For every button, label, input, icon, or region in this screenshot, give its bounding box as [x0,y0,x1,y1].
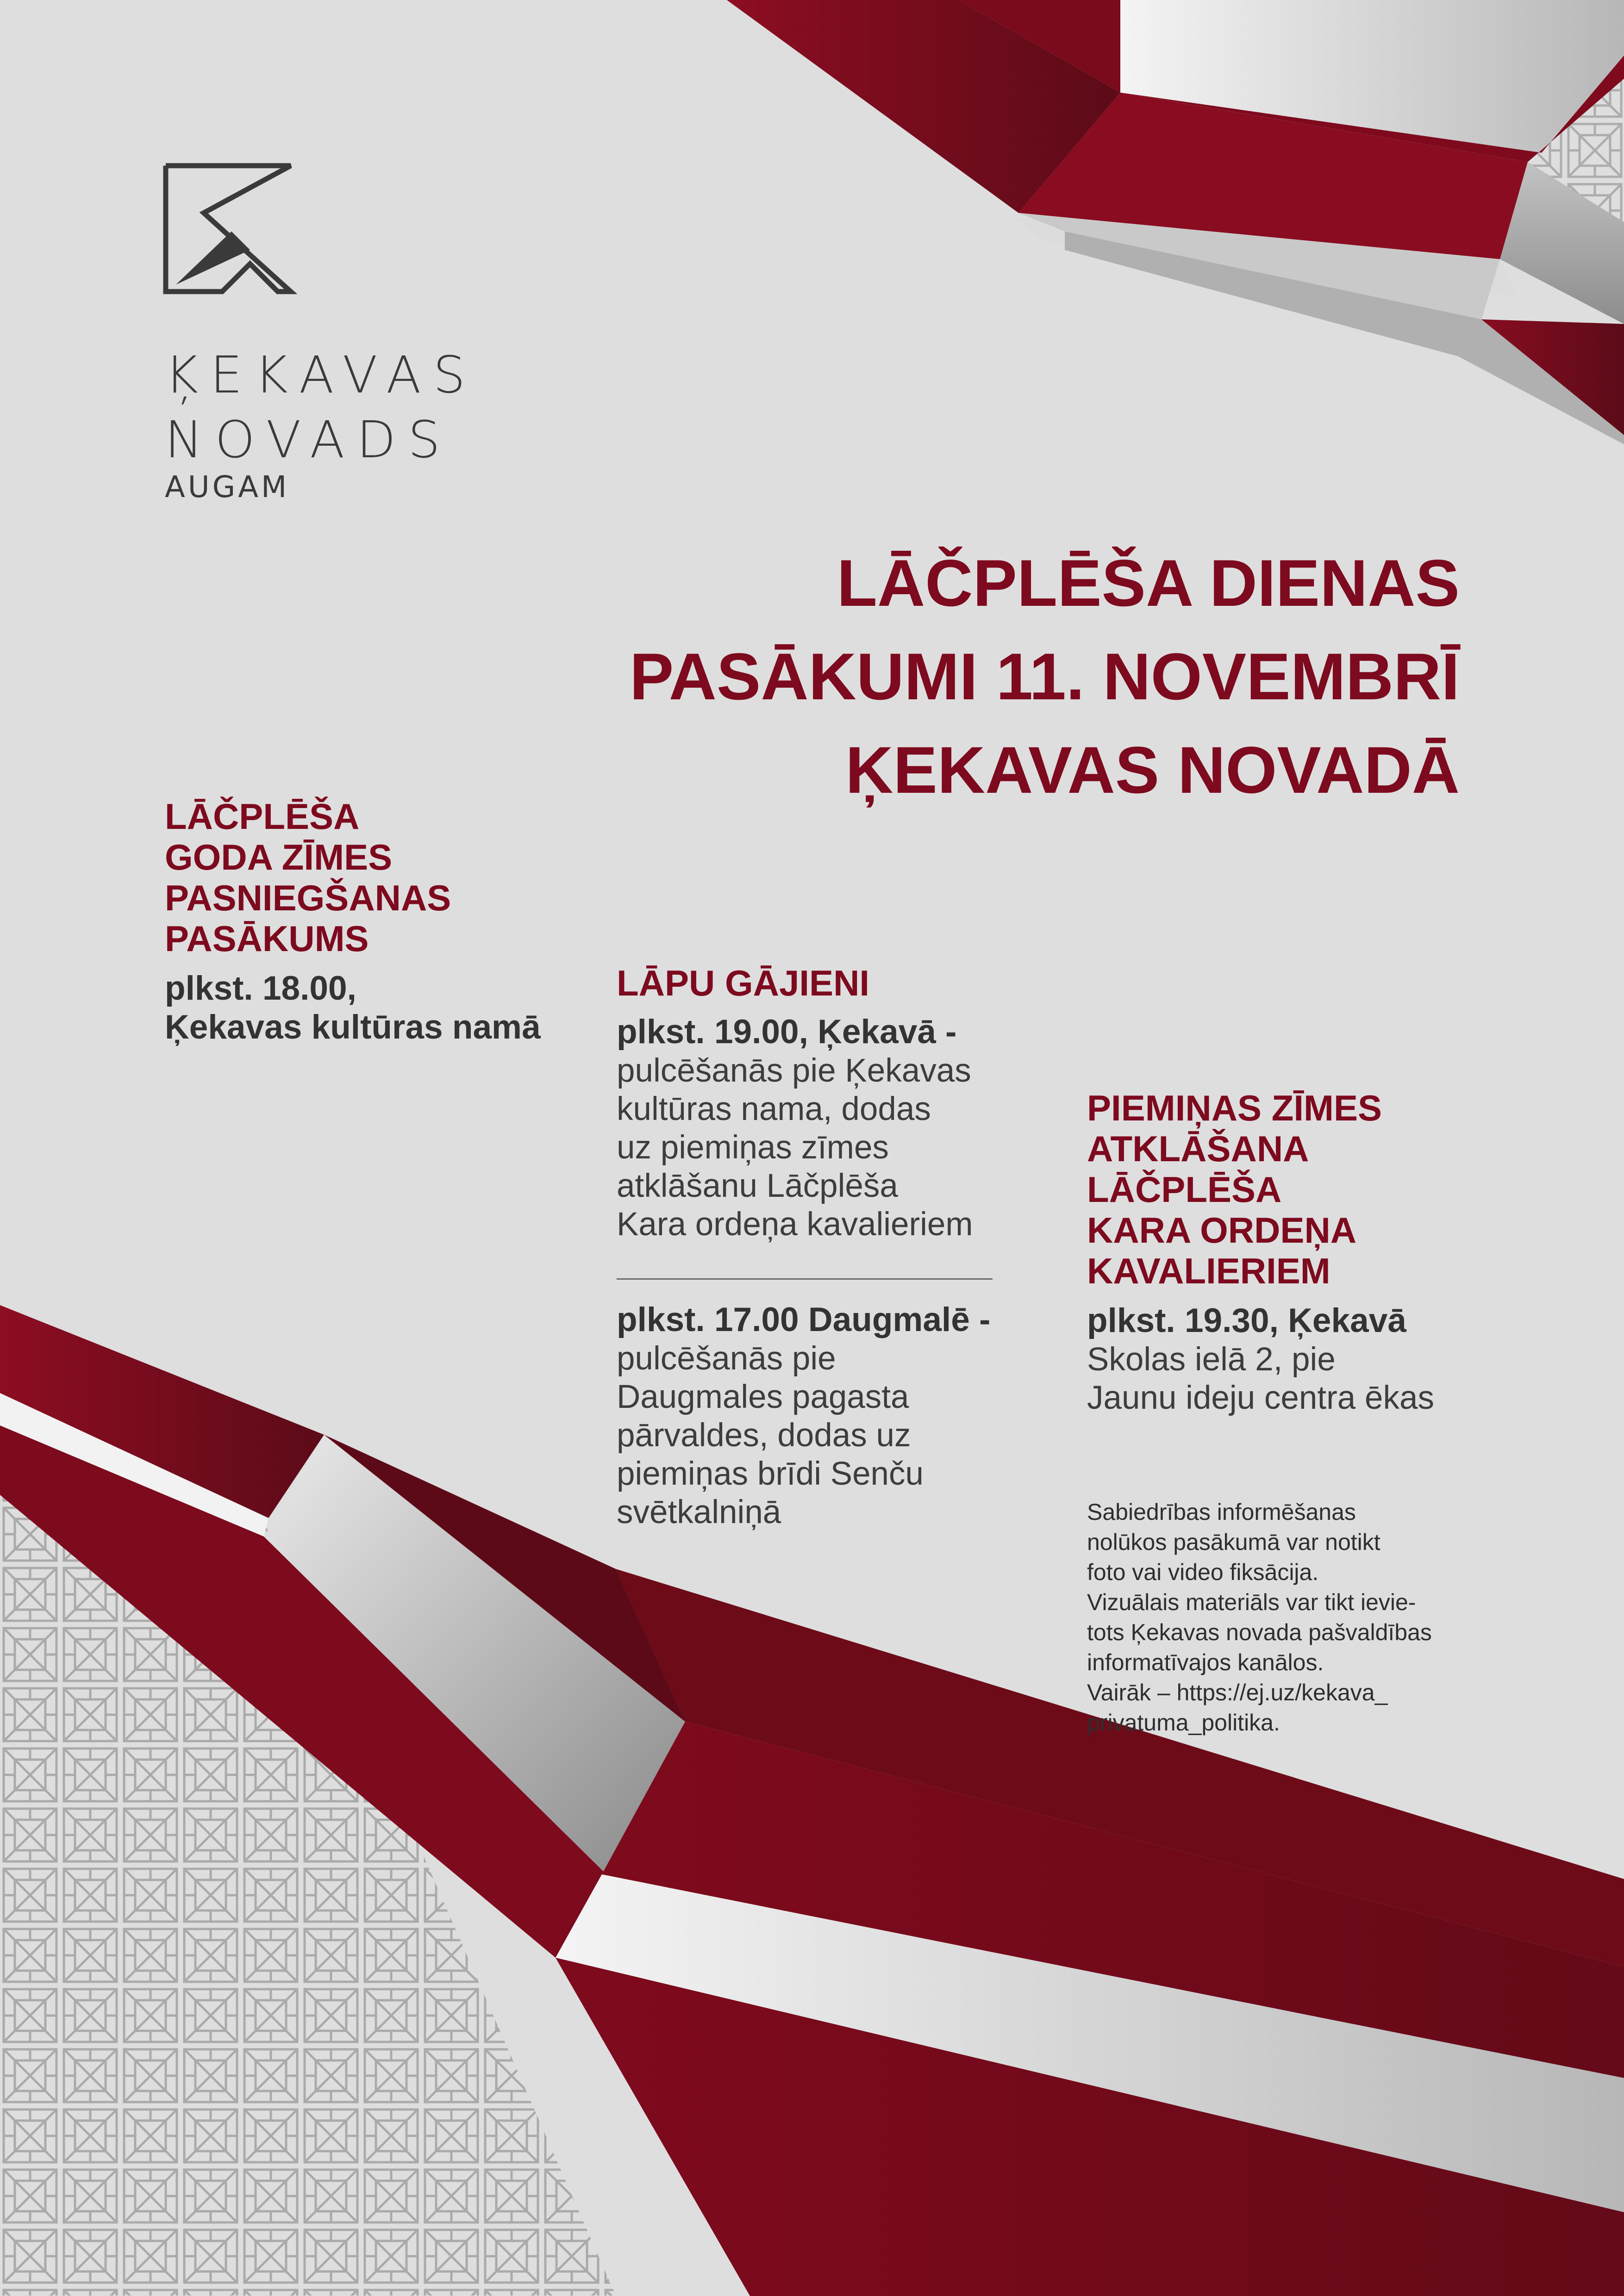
text-line: atklāšanu Lāčplēša [617,1168,898,1204]
notice-line: tots Ķekavas novada pašvaldības [1087,1619,1432,1645]
logo-line-1: ĶEKAVAS [165,345,478,404]
event-torch [617,963,1043,1244]
memorial-title-line: PIEMIŅAS ZĪMES [1087,1088,1382,1128]
award-title-line: GODA ZĪMES [165,837,393,877]
text-line: kultūras nama, dodas [617,1091,931,1127]
logo-tagline: AUGAM [165,470,290,504]
title-line-1: LĀČPLĒŠA DIENAS [837,547,1460,620]
memorial-text [1087,1340,1504,1417]
text-line: Kara ordeņa kavalieriem [617,1206,973,1243]
notice-line: Vairāk – https://ej.uz/kekava_ [1087,1680,1388,1705]
text-line: Skolas ielā 2, pie [1087,1341,1336,1378]
award-title [165,796,581,959]
award-title-line: PASĀKUMS [165,918,369,959]
text-line: pulcēšanās pie [617,1340,836,1377]
text-line: uz piemiņas zīmes [617,1129,889,1166]
privacy-notice [1087,1497,1504,1738]
award-title-line: LĀČPLĒŠA [165,796,360,837]
award-title-line: PASNIEGŠANAS [165,877,451,918]
torch-kekava-text [617,1052,1043,1244]
torch-kekava-when: plkst. 19.00, Ķekavā - [617,1013,957,1051]
text-line: Daugmales pagasta [617,1379,909,1415]
text-line: pulcēšanās pie Ķekavas [617,1052,971,1089]
notice-line: Vizuālais materiāls var tikt ievie- [1087,1589,1416,1615]
title-line-2: PASĀKUMI 11. NOVEMBRĪ [629,640,1460,714]
event-award [165,796,581,1047]
memorial-title-line: ATKLĀŠANA [1087,1128,1309,1169]
notice-line: privatuma_politika. [1087,1710,1280,1736]
torch-daugmale-text [617,1339,1043,1531]
text-line: svētkalniņā [617,1494,781,1531]
section-divider [617,1278,993,1280]
torch-title: LĀPU GĀJIENI [617,963,870,1003]
event-torch-daugmale [617,1300,1043,1531]
award-place: Ķekavas kultūras namā [165,1008,541,1046]
page-title [630,537,1460,817]
memorial-title-line: KARA ORDEŅA [1087,1210,1357,1251]
award-time: plkst. 18.00, [165,970,356,1007]
logo-line-2: NOVADS [165,410,452,469]
text-line: Jaunu ideju centra ēkas [1087,1380,1434,1416]
torch-daugmale-when: plkst. 17.00 Daugmalē - [617,1301,991,1338]
top-ribbon [727,0,1624,444]
text-line: piemiņas brīdi Senču [617,1456,924,1492]
notice-line: Sabiedrības informēšanas [1087,1499,1356,1525]
memorial-title-line: KAVALIERIEM [1087,1251,1330,1291]
notice-line: foto vai video fiksācija. [1087,1559,1319,1585]
kekava-k-logo-icon [166,166,291,292]
notice-line: informatīvajos kanālos. [1087,1649,1324,1675]
logo-text [165,342,477,472]
text-line: pārvaldes, dodas uz [617,1417,911,1454]
notice-line: nolūkos pasākumā var notikt [1087,1529,1380,1555]
memorial-title-line: LĀČPLĒŠA [1087,1169,1282,1210]
title-line-3: ĶEKAVAS NOVADĀ [845,734,1460,807]
event-memorial [1087,1088,1504,1417]
memorial-title [1087,1088,1504,1291]
memorial-when: plkst. 19.30, Ķekavā [1087,1302,1406,1339]
